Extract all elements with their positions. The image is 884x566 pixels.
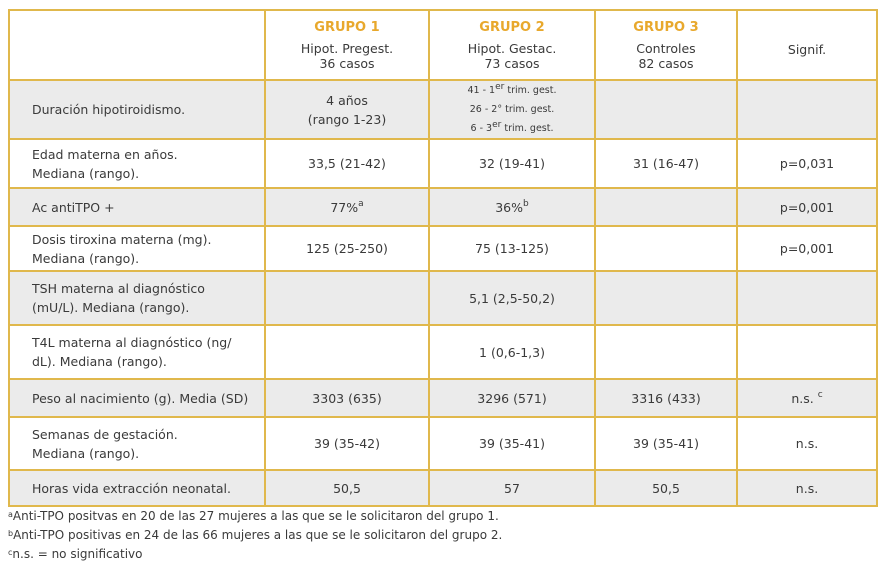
footnote-a: $^a$Anti-TPO positvas en 20 de las 27 mujeres a las que se le solicitaron del grupo 1. xyxy=(8,509,499,523)
row-edad xyxy=(9,139,877,188)
row-antitpo xyxy=(9,188,877,226)
cell-g3 xyxy=(595,80,737,139)
group-2-cases: 73 casos xyxy=(484,55,540,71)
row-label: Dosis tiroxina materna (mg). Mediana (rango). xyxy=(9,226,265,271)
group-1-title: GRUPO 1 xyxy=(314,19,380,35)
cell-g2: 32 (19-41) xyxy=(429,139,595,188)
cell-g2: 39 (35-41) xyxy=(429,417,595,470)
row-label: TSH materna al diagnóstico (mU/L). Mediana (rango). xyxy=(9,271,265,325)
group-3-cases: 82 casos xyxy=(638,55,694,71)
row-label: Semanas de gestación. Mediana (rango). xyxy=(9,417,265,470)
group-1-subtitle: Hipot. Pregest. xyxy=(300,40,394,56)
row-semanas xyxy=(9,417,877,470)
cell-g1: 125 (25-250) xyxy=(265,226,429,271)
cell-g1: 39 (35-42) xyxy=(265,417,429,470)
cell-g2: 57 xyxy=(429,470,595,506)
cell-g3 xyxy=(595,325,737,379)
header-group-3 xyxy=(595,10,737,80)
cell-g1-line1: 4 años xyxy=(326,92,368,108)
header-signif xyxy=(737,10,877,80)
cell-g3 xyxy=(595,188,737,226)
row-t4l xyxy=(9,325,877,379)
cell-g1 xyxy=(265,271,429,325)
footnote-b: $^b$Anti-TPO positivas en 24 de las 66 mujeres a las que se le solicitaron del grupo 2. xyxy=(8,528,503,542)
row-label: Ac antiTPO + xyxy=(9,188,265,226)
group-2-title: GRUPO 2 xyxy=(479,19,545,35)
header-group-2 xyxy=(429,10,595,80)
row-label: Horas vida extracción neonatal. xyxy=(9,470,265,506)
header-row xyxy=(9,10,877,80)
trim-line-2: 26 - 2° trim. gest. xyxy=(469,104,555,115)
cell-g1: 50,5 xyxy=(265,470,429,506)
footnote-c: $^c$n.s. = no significativo xyxy=(8,547,143,561)
cell-g2: 3296 (571) xyxy=(429,379,595,417)
cell-g3: 31 (16-47) xyxy=(595,139,737,188)
signif-title: Signif. xyxy=(787,41,827,57)
group-2-subtitle: Hipot. Gestac. xyxy=(467,40,557,56)
row-label: T4L materna al diagnóstico (ng/ dL). Mediana (rango). xyxy=(9,325,265,379)
cell-g1 xyxy=(265,80,429,139)
cell-sig: p=0,001 xyxy=(737,226,877,271)
results-table xyxy=(8,9,878,507)
cell-g3 xyxy=(595,226,737,271)
group-3-subtitle: Controles xyxy=(636,40,696,56)
cell-g2: 75 (13-125) xyxy=(429,226,595,271)
cell-g1: 33,5 (21-42) xyxy=(265,139,429,188)
row-label: Edad materna en años. Mediana (rango). xyxy=(9,139,265,188)
trim-line-1: 41 - 1er trim. gest. xyxy=(467,82,557,96)
cell-sig xyxy=(737,325,877,379)
row-tsh xyxy=(9,271,877,325)
cell-g2: 36%$^b$ xyxy=(429,188,595,226)
cell-g3: 3316 (433) xyxy=(595,379,737,417)
header-group-1 xyxy=(265,10,429,80)
cell-sig: n.s. $^c$ xyxy=(737,379,877,417)
cell-sig: p=0,031 xyxy=(737,139,877,188)
cell-g1 xyxy=(265,325,429,379)
cell-sig xyxy=(737,271,877,325)
cell-sig xyxy=(737,80,877,139)
row-peso xyxy=(9,379,877,417)
cell-g3 xyxy=(595,271,737,325)
cell-sig: p=0,001 xyxy=(737,188,877,226)
row-dosis xyxy=(9,226,877,271)
cell-g2: 1 (0,6-1,3) xyxy=(429,325,595,379)
cell-g1-line2: (rango 1-23) xyxy=(307,111,387,127)
row-horas xyxy=(9,470,877,506)
trim-line-3: 6 - 3er trim. gest. xyxy=(470,120,554,134)
cell-g3: 50,5 xyxy=(595,470,737,506)
cell-sig: n.s. xyxy=(737,470,877,506)
footnotes xyxy=(8,507,502,564)
cell-g2: 5,1 (2,5-50,2) xyxy=(429,271,595,325)
group-3-title: GRUPO 3 xyxy=(633,19,699,35)
row-duracion xyxy=(9,80,877,139)
cell-g3: 39 (35-41) xyxy=(595,417,737,470)
group-1-cases: 36 casos xyxy=(319,55,375,71)
cell-g2 xyxy=(429,80,595,139)
row-label: Peso al nacimiento (g). Media (SD) xyxy=(9,379,265,417)
cell-g1: 77%$^a$ xyxy=(265,188,429,226)
row-label: Duración hipotiroidismo. xyxy=(9,80,265,139)
cell-sig: n.s. xyxy=(737,417,877,470)
cell-g1: 3303 (635) xyxy=(265,379,429,417)
header-label-cell xyxy=(9,10,265,80)
